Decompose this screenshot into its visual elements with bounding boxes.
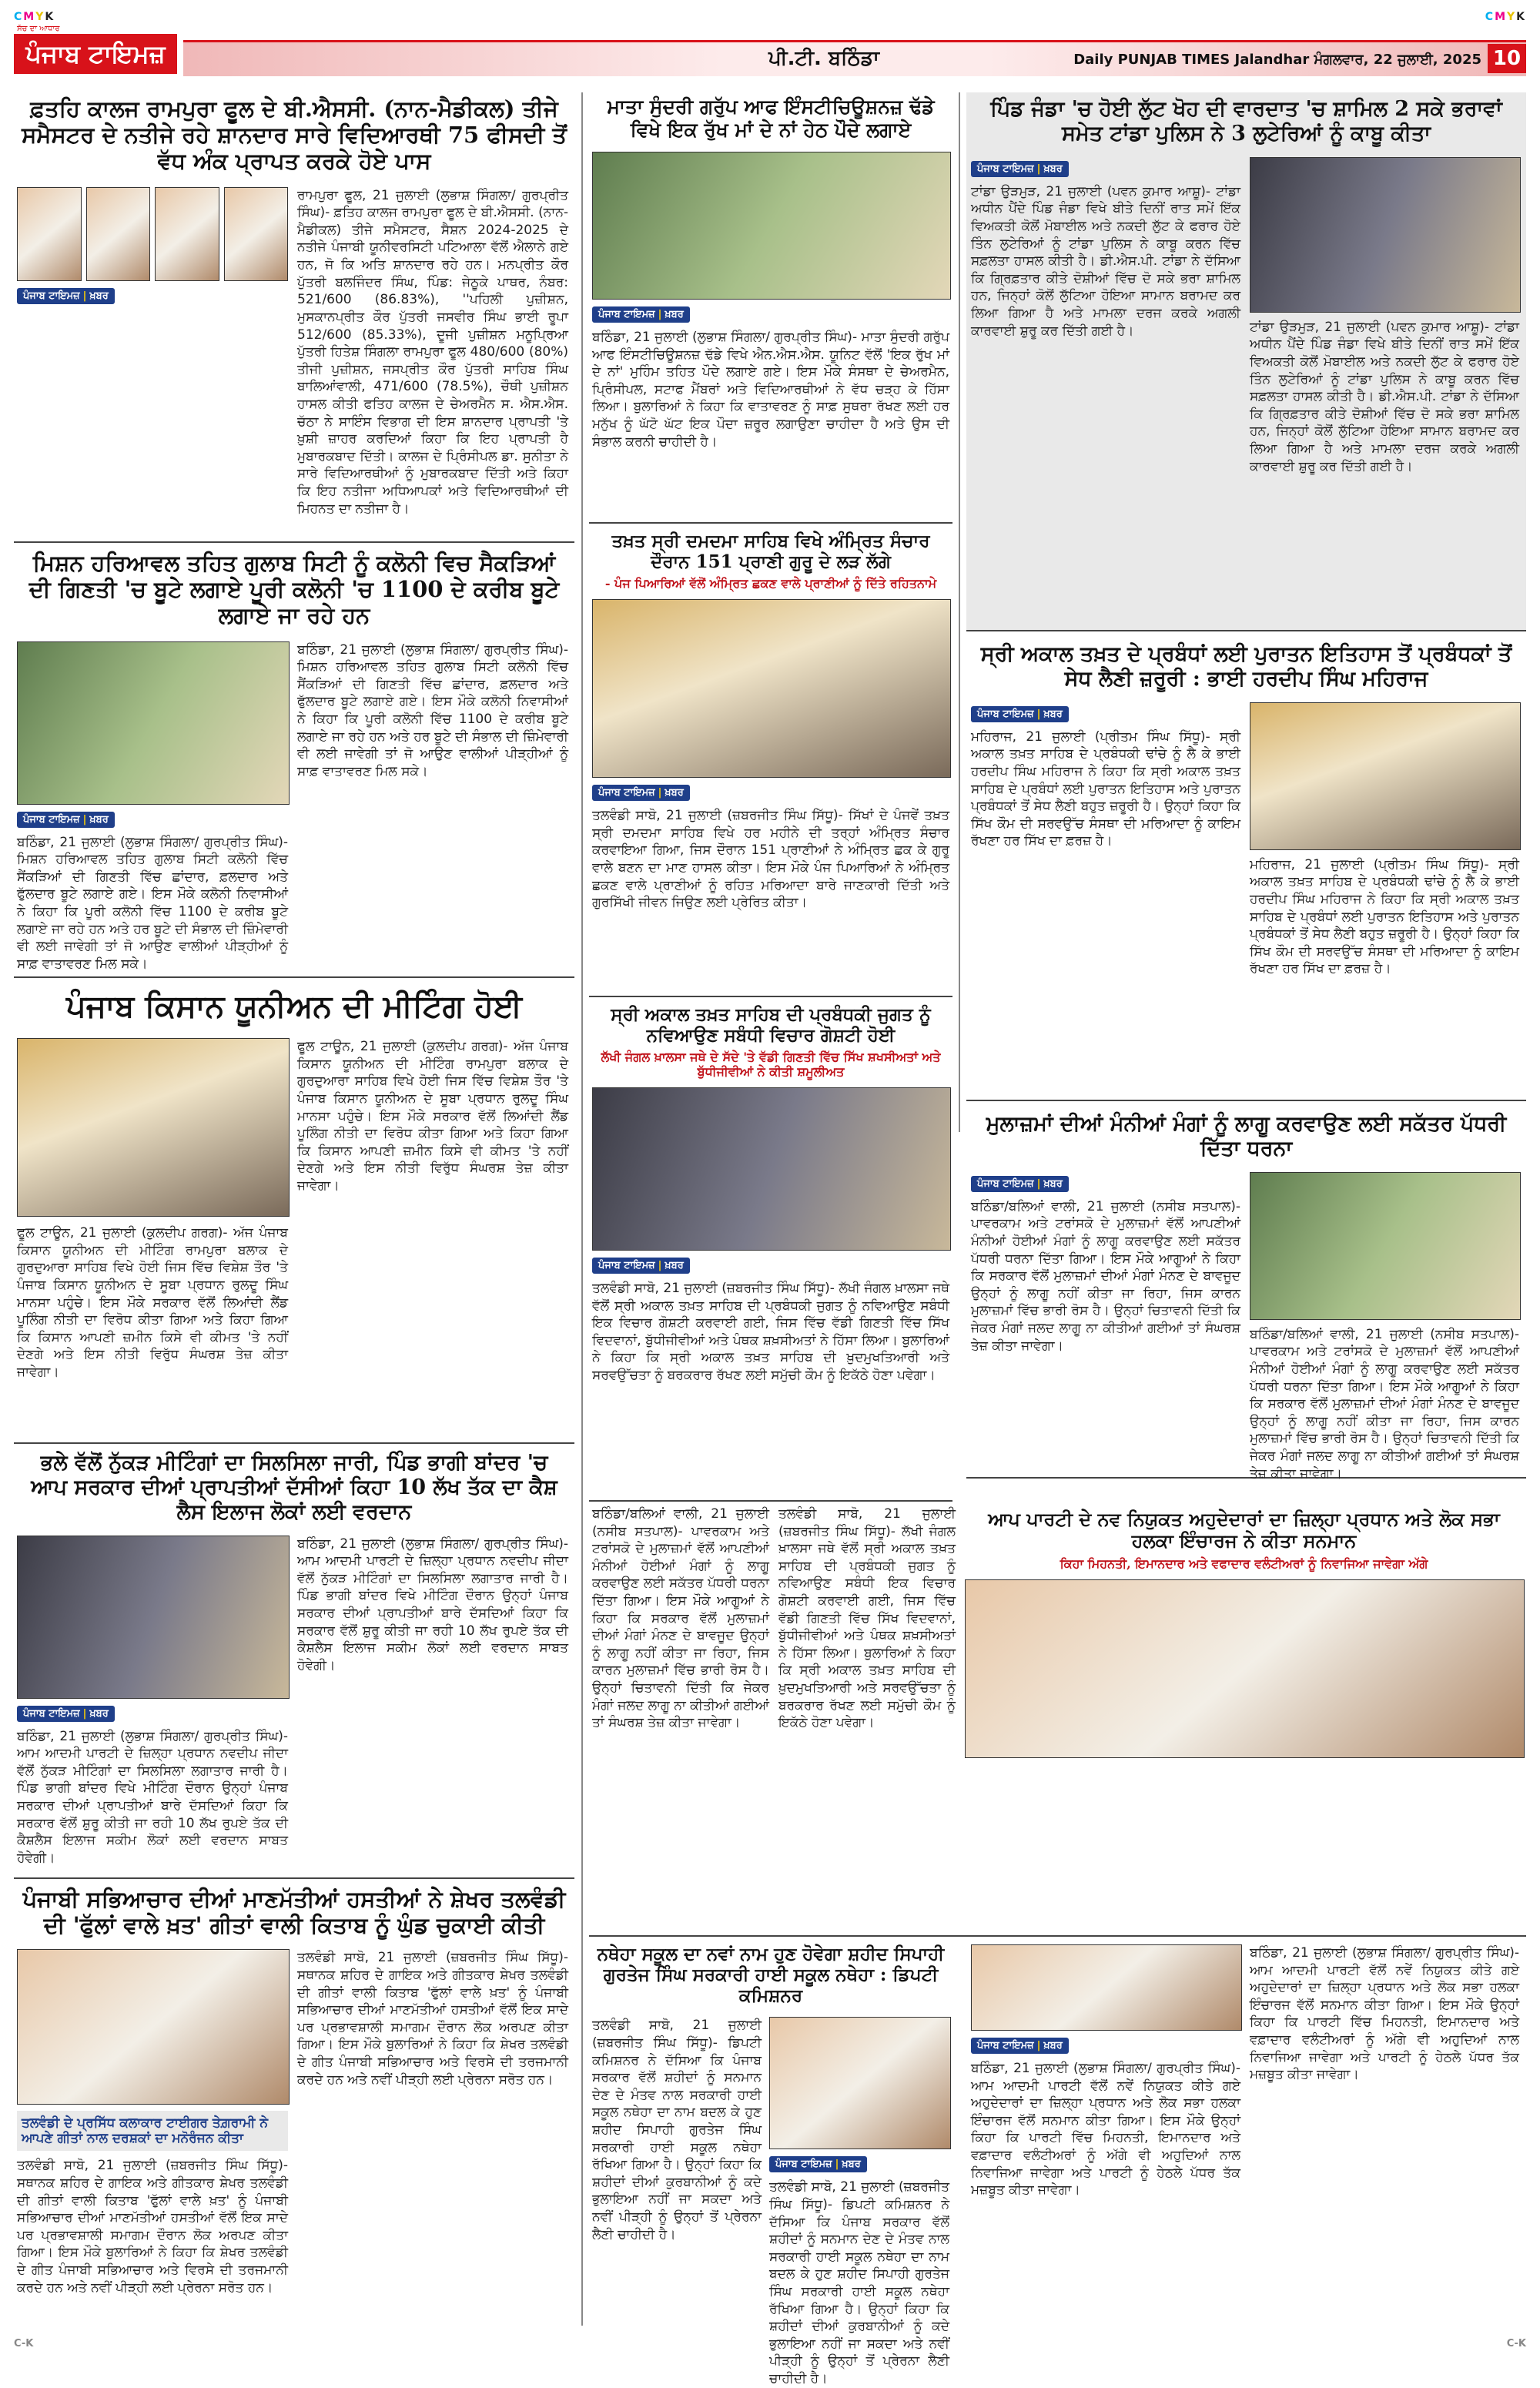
byline-tag: ਪੰਜਾਬ ਟਾਇਮਜ਼ | ਖ਼ਬਰ	[592, 1258, 690, 1274]
deputy-commissioner-photo	[769, 2017, 951, 2149]
story-headline: ਮਾਤਾ ਸੁੰਦਰੀ ਗਰੁੱਪ ਆਫ ਇੰਸਟੀਚਿਊਸ਼ਨਜ਼ ਢੱਡੇ ਵਿਖੇ ਇਕ ਰੁੱਖ ਮਾਂ ਦੇ ਨਾਂ ਹੇਠ ਪੌਦੇ ਲਗਾਏ	[607, 95, 935, 141]
story-headline: ਭਲੇ ਵੱਲੋਂ ਨੁੱਕੜ ਮੀਟਿੰਗਾਂ ਦਾ ਸਿਲਸਿਲਾ ਜਾਰੀ, ਪਿੰਡ ਭਾਗੀ ਬਾਂਦਰ 'ਚ ਆਪ ਸਰਕਾਰ ਦੀਆਂ ਪ੍ਰਾਪਤੀਆਂ ਦੱਸੀਆਂ ਕਿਹਾ 10 ਲੱਖ ਤੱਕ ਦਾ ਕੈਸ਼ ਲੈਸ ਇਲਾਜ ਲੋਕਾਂ ਲਈ ਵਰਦਾਨ	[31, 1451, 557, 1524]
byline-tag: ਪੰਜਾਬ ਟਾਇਮਜ਼ | ਖ਼ਬਰ	[592, 785, 690, 801]
story-body: ਮਹਿਰਾਜ, 21 ਜੁਲਾਈ (ਪ੍ਰੀਤਮ ਸਿੰਘ ਸਿੱਧੂ)- ਸ੍ਰੀ ਅਕਾਲ ਤਖ਼ਤ ਸਾਹਿਬ ਦੇ ਪ੍ਰਬੰਧਕੀ ਢਾਂਚੇ ਨੂੰ ਲੈ ਕੇ ਭਾਈ ਹਰਦੀਪ ਸਿੰਘ ਮਹਿਰਾਜ ਨੇ ਕਿਹਾ ਕਿ ਸ੍ਰੀ ਅਕਾਲ ਤਖ਼ਤ ਸਾਹਿਬ ਦੇ ਪ੍ਰਬੰਧਾਂ ਲਈ ਪੁਰਾਤਨ ਇਤਿਹਾਸ ਅਤੇ ਪੁਰਾਤਨ ਪ੍ਰਬੰਧਕਾਂ ਤੋਂ ਸੇਧ ਲੈਣੀ ਬਹੁਤ ਜ਼ਰੂਰੀ ਹੈ। ਉਨ੍ਹਾਂ ਕਿਹਾ ਕਿ ਸਿੱਖ ਕੌਮ ਦੀ ਸਰਵਉੱਚ ਸੰਸਥਾ ਦੀ ਮਰਿਆਦਾ ਨੂੰ ਕਾਇਮ ਰੱਖਣਾ ਹਰ ਸਿੱਖ ਦਾ ਫ਼ਰਜ਼ ਹੈ।	[971, 728, 1240, 849]
story-subheadline: ਕਿਹਾ ਮਿਹਨਤੀ, ਇਮਾਨਦਾਰ ਅਤੇ ਵਫਾਦਾਰ ਵਲੰਟੀਅਰਾਂ ਨੂੰ ਨਿਵਾਜਿਆ ਜਾਵੇਗਾ ਅੱਗੇ	[1060, 1556, 1428, 1571]
story-photo	[17, 1536, 290, 1699]
story-photo	[17, 1038, 290, 1217]
print-mark-bottom-left: C-K	[14, 2338, 34, 2349]
masthead-tagline: ਸੱਚ ਦਾ ਆਧਾਰ	[17, 25, 60, 33]
print-mark-top-left: CMYK	[14, 11, 55, 23]
story-body: ਬਠਿੰਡਾ, 21 ਜੁਲਾਈ (ਲੁਭਾਸ਼ ਸਿੰਗਲਾ/ ਗੁਰਪ੍ਰੀਤ ਸਿੰਘ)- ਮਿਸ਼ਨ ਹਰਿਆਵਲ ਤਹਿਤ ਗੁਲਾਬ ਸਿਟੀ ਕਲੋਨੀ ਵਿੱਚ ਸੈਂਕੜਿਆਂ ਦੀ ਗਿਣਤੀ ਵਿੱਚ ਛਾਂਦਾਰ, ਫ਼ਲਦਾਰ ਅਤੇ ਫੁੱਲਦਾਰ ਬੂਟੇ ਲਗਾਏ ਗਏ। ਇਸ ਮੌਕੇ ਕਲੋਨੀ ਨਿਵਾਸੀਆਂ ਨੇ ਕਿਹਾ ਕਿ ਪੂਰੀ ਕਲੋਨੀ ਵਿੱਚ 1100 ਦੇ ਕਰੀਬ ਬੂਟੇ ਲਗਾਏ ਜਾ ਰਹੇ ਹਨ ਅਤੇ ਹਰ ਬੂਟੇ ਦੀ ਸੰਭਾਲ ਦੀ ਜ਼ਿੰਮੇਵਾਰੀ ਵੀ ਲਈ ਜਾਵੇਗੀ ਤਾਂ ਜੋ ਆਉਣ ਵਾਲੀਆਂ ਪੀੜ੍ਹੀਆਂ ਨੂੰ ਸਾਫ਼ ਵਾਤਾਵਰਣ ਮਿਲ ਸਕੇ।	[17, 834, 288, 972]
byline-tag: ਪੰਜਾਬ ਟਾਇਮਜ਼ | ਖ਼ਬਰ	[971, 161, 1069, 177]
story-body-continued: ਬਠਿੰਡਾ, 21 ਜੁਲਾਈ (ਲੁਭਾਸ਼ ਸਿੰਗਲਾ/ ਗੁਰਪ੍ਰੀਤ ਸਿੰਘ)- ਮਿਸ਼ਨ ਹਰਿਆਵਲ ਤਹਿਤ ਗੁਲਾਬ ਸਿਟੀ ਕਲੋਨੀ ਵਿੱਚ ਸੈਂਕੜਿਆਂ ਦੀ ਗਿਣਤੀ ਵਿੱਚ ਛਾਂਦਾਰ, ਫ਼ਲਦਾਰ ਅਤੇ ਫੁੱਲਦਾਰ ਬੂਟੇ ਲਗਾਏ ਗਏ। ਇਸ ਮੌਕੇ ਕਲੋਨੀ ਨਿਵਾਸੀਆਂ ਨੇ ਕਿਹਾ ਕਿ ਪੂਰੀ ਕਲੋਨੀ ਵਿੱਚ 1100 ਦੇ ਕਰੀਬ ਬੂਟੇ ਲਗਾਏ ਜਾ ਰਹੇ ਹਨ ਅਤੇ ਹਰ ਬੂਟੇ ਦੀ ਸੰਭਾਲ ਦੀ ਜ਼ਿੰਮੇਵਾਰੀ ਵੀ ਲਈ ਜਾਵੇਗੀ ਤਾਂ ਜੋ ਆਉਣ ਵਾਲੀਆਂ ਪੀੜ੍ਹੀਆਂ ਨੂੰ ਸਾਫ਼ ਵਾਤਾਵਰਣ ਮਿਲ ਸਕੇ।	[297, 641, 568, 779]
news-story	[966, 639, 1526, 1101]
news-story	[14, 1448, 574, 1879]
student-photo	[224, 187, 289, 281]
story-photo	[592, 599, 951, 778]
story-body-continued: ਤਲਵੰਡੀ ਸਾਬੋ, 21 ਜੁਲਾਈ (ਜ਼ਬਰਜੀਤ ਸਿੰਘ ਸਿੱਧੂ)- ਡਿਪਟੀ ਕਮਿਸ਼ਨਰ ਨੇ ਦੱਸਿਆ ਕਿ ਪੰਜਾਬ ਸਰਕਾਰ ਵੱਲੋਂ ਸ਼ਹੀਦਾਂ ਨੂੰ ਸਨਮਾਨ ਦੇਣ ਦੇ ਮੰਤਵ ਨਾਲ ਸਰਕਾਰੀ ਹਾਈ ਸਕੂਲ ਨਥੇਹਾ ਦਾ ਨਾਮ ਬਦਲ ਕੇ ਹੁਣ ਸ਼ਹੀਦ ਸਿਪਾਹੀ ਗੁਰਤੇਜ ਸਿੰਘ ਸਰਕਾਰੀ ਹਾਈ ਸਕੂਲ ਨਥੇਹਾ ਰੱਖਿਆ ਗਿਆ ਹੈ। ਉਨ੍ਹਾਂ ਕਿਹਾ ਕਿ ਸ਼ਹੀਦਾਂ ਦੀਆਂ ਕੁਰਬਾਨੀਆਂ ਨੂੰ ਕਦੇ ਭੁਲਾਇਆ ਨਹੀਂ ਜਾ ਸਕਦਾ ਅਤੇ ਨਵੀਂ ਪੀੜ੍ਹੀ ਨੂੰ ਉਨ੍ਹਾਂ ਤੋਂ ਪ੍ਰੇਰਨਾ ਲੈਣੀ ਚਾਹੀਦੀ ਹੈ।	[769, 2179, 949, 2387]
print-mark-top-right: CMYK	[1485, 11, 1526, 23]
masthead	[14, 25, 1526, 74]
column-rule	[959, 92, 960, 1132]
story-photo	[592, 1087, 951, 1251]
student-photo	[17, 187, 82, 281]
story-body: ਤਲਵੰਡੀ ਸਾਬੋ, 21 ਜੁਲਾਈ (ਜ਼ਬਰਜੀਤ ਸਿੰਘ ਸਿੱਧੂ)- ਸਥਾਨਕ ਸ਼ਹਿਰ ਦੇ ਗਾਇਕ ਅਤੇ ਗੀਤਕਾਰ ਸ਼ੇਖਰ ਤਲਵੰਡੀ ਦੀ ਗੀਤਾਂ ਵਾਲੀ ਕਿਤਾਬ 'ਫੁੱਲਾਂ ਵਾਲੇ ਖ਼ਤ' ਨੂੰ ਪੰਜਾਬੀ ਸਭਿਆਚਾਰ ਦੀਆਂ ਮਾਣਮੱਤੀਆਂ ਹਸਤੀਆਂ ਵੱਲੋਂ ਇਕ ਸਾਦੇ ਪਰ ਪ੍ਰਭਾਵਸ਼ਾਲੀ ਸਮਾਗਮ ਦੌਰਾਨ ਲੋਕ ਅਰਪਣ ਕੀਤਾ ਗਿਆ। ਇਸ ਮੌਕੇ ਬੁਲਾਰਿਆਂ ਨੇ ਕਿਹਾ ਕਿ ਸ਼ੇਖਰ ਤਲਵੰਡੀ ਦੇ ਗੀਤ ਪੰਜਾਬੀ ਸਭਿਆਚਾਰ ਅਤੇ ਵਿਰਸੇ ਦੀ ਤਰਜਮਾਨੀ ਕਰਦੇ ਹਨ ਅਤੇ ਨਵੀਂ ਪੀੜ੍ਹੀ ਲਈ ਪ੍ਰੇਰਨਾ ਸਰੋਤ ਹਨ।	[17, 2158, 288, 2296]
story-subheadline: ਲੱਖੀ ਜੰਗਲ ਖ਼ਾਲਸਾ ਜਥੇ ਦੇ ਸੱਦੇ 'ਤੇ ਵੱਡੀ ਗਿਣਤੀ ਵਿੱਚ ਸਿੱਖ ਸ਼ਖਸੀਅਤਾਂ ਅਤੇ ਬੁੱਧੀਜੀਵੀਆਂ ਨੇ ਕੀਤੀ ਸ਼ਮੂਲੀਅਤ	[601, 1050, 941, 1080]
paper-date: Daily PUNJAB TIMES Jalandhar ਮੰਗਲਵਾਰ, 22 ਜੁਲਾਈ, 2025	[1073, 52, 1481, 68]
story-headline: ਤਖ਼ਤ ਸ੍ਰੀ ਦਮਦਮਾ ਸਾਹਿਬ ਵਿਖੇ ਅੰਮ੍ਰਿਤ ਸੰਚਾਰ ਦੌਰਾਨ 151 ਪ੍ਰਾਣੀ ਗੁਰੂ ਦੇ ਲੜ ਲੱਗੇ	[611, 531, 930, 573]
news-story	[589, 528, 952, 997]
story-headline: ਫ਼ਤਹਿ ਕਾਲਜ ਰਾਮਪੁਰਾ ਫੂਲ ਦੇ ਬੀ.ਐਸਸੀ. (ਨਾਨ-ਮੈਡੀਕਲ) ਤੀਜੇ ਸਮੈਸਟਰ ਦੇ ਨਤੀਜੇ ਰਹੇ ਸ਼ਾਨਦਾਰ ਸਾਰੇ ਵਿਦਿਆਰਥੀ 75 ਫੀਸਦੀ ਤੋਂ ਵੱਧ ਅੰਕ ਪ੍ਰਾਪਤ ਕਰਕੇ ਹੋਏ ਪਾਸ	[22, 95, 567, 175]
story-photo	[971, 1944, 1242, 2031]
story-body-continued: ਬਠਿੰਡਾ, 21 ਜੁਲਾਈ (ਲੁਭਾਸ਼ ਸਿੰਗਲਾ/ ਗੁਰਪ੍ਰੀਤ ਸਿੰਘ)- ਆਮ ਆਦਮੀ ਪਾਰਟੀ ਦੇ ਜ਼ਿਲ੍ਹਾ ਪ੍ਰਧਾਨ ਨਵਦੀਪ ਜੀਦਾ ਵੱਲੋਂ ਨੁੱਕੜ ਮੀਟਿੰਗਾਂ ਦਾ ਸਿਲਸਿਲਾ ਲਗਾਤਾਰ ਜਾਰੀ ਹੈ। ਪਿੰਡ ਭਾਗੀ ਬਾਂਦਰ ਵਿਖੇ ਮੀਟਿੰਗ ਦੌਰਾਨ ਉਨ੍ਹਾਂ ਪੰਜਾਬ ਸਰਕਾਰ ਦੀਆਂ ਪ੍ਰਾਪਤੀਆਂ ਬਾਰੇ ਦੱਸਦਿਆਂ ਕਿਹਾ ਕਿ ਸਰਕਾਰ ਵੱਲੋਂ ਸ਼ੁਰੂ ਕੀਤੀ ਜਾ ਰਹੀ 10 ਲੱਖ ਰੁਪਏ ਤੱਕ ਦੀ ਕੈਸ਼ਲੈਸ ਇਲਾਜ ਸਕੀਮ ਲੋਕਾਂ ਲਈ ਵਰਦਾਨ ਸਾਬਤ ਹੋਵੇਗੀ।	[297, 1536, 568, 1673]
story-photo	[592, 152, 951, 300]
byline-tag: ਪੰਜਾਬ ਟਾਇਮਜ਼ | ਖ਼ਬਰ	[17, 812, 115, 828]
story-body-continued: ਫੂਲ ਟਾਊਨ, 21 ਜੁਲਾਈ (ਕੁਲਦੀਪ ਗਰਗ)- ਅੱਜ ਪੰਜਾਬ ਕਿਸਾਨ ਯੂਨੀਅਨ ਦੀ ਮੀਟਿੰਗ ਰਾਮਪੁਰਾ ਬਲਾਕ ਦੇ ਗੁਰਦੁਆਰਾ ਸਾਹਿਬ ਵਿਖੇ ਹੋਈ ਜਿਸ ਵਿੱਚ ਵਿਸ਼ੇਸ਼ ਤੌਰ 'ਤੇ ਪੰਜਾਬ ਕਿਸਾਨ ਯੂਨੀਅਨ ਦੇ ਸੂਬਾ ਪ੍ਰਧਾਨ ਰੁਲਦੂ ਸਿੰਘ ਮਾਨਸਾ ਪਹੁੰਚੇ। ਇਸ ਮੌਕੇ ਸਰਕਾਰ ਵੱਲੋਂ ਲਿਆਂਦੀ ਲੈਂਡ ਪੂਲਿੰਗ ਨੀਤੀ ਦਾ ਵਿਰੋਧ ਕੀਤਾ ਗਿਆ ਅਤੇ ਕਿਹਾ ਗਿਆ ਕਿ ਕਿਸਾਨ ਆਪਣੀ ਜ਼ਮੀਨ ਕਿਸੇ ਵੀ ਕੀਮਤ 'ਤੇ ਨਹੀਂ ਦੇਣਗੇ ਅਤੇ ਇਸ ਨੀਤੀ ਵਿਰੁੱਧ ਸੰਘਰਸ਼ ਤੇਜ਼ ਕੀਤਾ ਜਾਵੇਗਾ।	[297, 1039, 568, 1194]
news-story	[965, 1505, 1523, 1921]
story-headline: ਸ੍ਰੀ ਅਕਾਲ ਤਖ਼ਤ ਸਾਹਿਬ ਦੀ ਪ੍ਰਬੰਧਕੀ ਜੁਗਤ ਨੂੰ ਨਵਿਆਉਣ ਸਬੰਧੀ ਵਿਚਾਰ ਗੋਸ਼ਟੀ ਹੋਈ	[611, 1004, 931, 1047]
story-body: ਬਠਿੰਡਾ, 21 ਜੁਲਾਈ (ਲੁਭਾਸ਼ ਸਿੰਗਲਾ/ ਗੁਰਪ੍ਰੀਤ ਸਿੰਘ)- ਆਮ ਆਦਮੀ ਪਾਰਟੀ ਵੱਲੋਂ ਨਵੇਂ ਨਿਯੁਕਤ ਕੀਤੇ ਗਏ ਅਹੁਦੇਦਾਰਾਂ ਦਾ ਜ਼ਿਲ੍ਹਾ ਪ੍ਰਧਾਨ ਅਤੇ ਲੋਕ ਸਭਾ ਹਲਕਾ ਇੰਚਾਰਜ ਵੱਲੋਂ ਸਨਮਾਨ ਕੀਤਾ ਗਿਆ। ਇਸ ਮੌਕੇ ਉਨ੍ਹਾਂ ਕਿਹਾ ਕਿ ਪਾਰਟੀ ਵਿੱਚ ਮਿਹਨਤੀ, ਇਮਾਨਦਾਰ ਅਤੇ ਵਫ਼ਾਦਾਰ ਵਲੰਟੀਅਰਾਂ ਨੂੰ ਅੱਗੇ ਵੀ ਅਹੁਦਿਆਂ ਨਾਲ ਨਿਵਾਜਿਆ ਜਾਵੇਗਾ ਅਤੇ ਪਾਰਟੀ ਨੂੰ ਹੇਠਲੇ ਪੱਧਰ ਤੱਕ ਮਜ਼ਬੂਤ ਕੀਤਾ ਜਾਵੇਗਾ।	[971, 2061, 1240, 2199]
story-body: ਤਲਵੰਡੀ ਸਾਬੋ, 21 ਜੁਲਾਈ (ਜ਼ਬਰਜੀਤ ਸਿੰਘ ਸਿੱਧੂ)- ਡਿਪਟੀ ਕਮਿਸ਼ਨਰ ਨੇ ਦੱਸਿਆ ਕਿ ਪੰਜਾਬ ਸਰਕਾਰ ਵੱਲੋਂ ਸ਼ਹੀਦਾਂ ਨੂੰ ਸਨਮਾਨ ਦੇਣ ਦੇ ਮੰਤਵ ਨਾਲ ਸਰਕਾਰੀ ਹਾਈ ਸਕੂਲ ਨਥੇਹਾ ਦਾ ਨਾਮ ਬਦਲ ਕੇ ਹੁਣ ਸ਼ਹੀਦ ਸਿਪਾਹੀ ਗੁਰਤੇਜ ਸਿੰਘ ਸਰਕਾਰੀ ਹਾਈ ਸਕੂਲ ਨਥੇਹਾ ਰੱਖਿਆ ਗਿਆ ਹੈ। ਉਨ੍ਹਾਂ ਕਿਹਾ ਕਿ ਸ਼ਹੀਦਾਂ ਦੀਆਂ ਕੁਰਬਾਨੀਆਂ ਨੂੰ ਕਦੇ ਭੁਲਾਇਆ ਨਹੀਂ ਜਾ ਸਕਦਾ ਅਤੇ ਨਵੀਂ ਪੀੜ੍ਹੀ ਨੂੰ ਉਨ੍ਹਾਂ ਤੋਂ ਪ੍ਰੇਰਨਾ ਲੈਣੀ ਚਾਹੀਦੀ ਹੈ।	[592, 2018, 762, 2242]
student-photo	[86, 187, 151, 281]
story-headline: ਮਿਸ਼ਨ ਹਰਿਆਵਲ ਤਹਿਤ ਗੁਲਾਬ ਸਿਟੀ ਨੂੰ ਕਲੋਨੀ ਵਿਚ ਸੈਕੜਿਆਂ ਦੀ ਗਿਣਤੀ 'ਚ ਬੂਟੇ ਲਗਾਏ ਪੂਰੀ ਕਲੋਨੀ 'ਚ 1100 ਦੇ ਕਰੀਬ ਬੂਟੇ ਲਗਾਏ ਜਾ ਰਹੇ ਹਨ	[28, 550, 560, 629]
story-body: ਟਾਂਡਾ ਉੜਮੁੜ, 21 ਜੁਲਾਈ (ਪਵਨ ਕੁਮਾਰ ਆਸ਼ੂ)- ਟਾਂਡਾ ਅਧੀਨ ਪੈਂਦੇ ਪਿੰਡ ਜੰਡਾ ਵਿਖੇ ਬੀਤੇ ਦਿਨੀਂ ਰਾਤ ਸਮੇਂ ਇੱਕ ਵਿਅਕਤੀ ਕੋਲੋਂ ਮੋਬਾਈਲ ਅਤੇ ਨਕਦੀ ਲੁੱਟ ਕੇ ਫਰਾਰ ਹੋਏ ਤਿੰਨ ਲੁਟੇਰਿਆਂ ਨੂੰ ਟਾਂਡਾ ਪੁਲਿਸ ਨੇ ਕਾਬੂ ਕਰਨ ਵਿੱਚ ਸਫ਼ਲਤਾ ਹਾਸਲ ਕੀਤੀ ਹੈ। ਡੀ.ਐਸ.ਪੀ. ਟਾਂਡਾ ਨੇ ਦੱਸਿਆ ਕਿ ਗ੍ਰਿਫ਼ਤਾਰ ਕੀਤੇ ਦੋਸ਼ੀਆਂ ਵਿੱਚ ਦੋ ਸਕੇ ਭਰਾ ਸ਼ਾਮਿਲ ਹਨ, ਜਿਨ੍ਹਾਂ ਕੋਲੋਂ ਲੁੱਟਿਆ ਹੋਇਆ ਸਾਮਾਨ ਬਰਾਮਦ ਕਰ ਲਿਆ ਗਿਆ ਹੈ ਅਤੇ ਮਾਮਲਾ ਦਰਜ ਕਰਕੇ ਅਗਲੀ ਕਾਰਵਾਈ ਸ਼ੁਰੂ ਕਰ ਦਿੱਤੀ ਗਈ ਹੈ।	[971, 183, 1240, 339]
page-number: 10	[1488, 44, 1526, 73]
story-headline: ਆਪ ਪਾਰਟੀ ਦੇ ਨਵ ਨਿਯੁਕਤ ਅਹੁਦੇਦਾਰਾਂ ਦਾ ਜ਼ਿਲ੍ਹਾ ਪ੍ਰਧਾਨ ਅਤੇ ਲੋਕ ਸਭਾ ਹਲਕਾ ਇੰਚਾਰਜ ਨੇ ਕੀਤਾ ਸਨਮਾਨ	[988, 1508, 1500, 1552]
news-story-body	[966, 1944, 1526, 2333]
news-story	[589, 1001, 952, 1502]
story-headline: ਮੁਲਾਜ਼ਮਾਂ ਦੀਆਂ ਮੰਨੀਆਂ ਮੰਗਾਂ ਨੂੰ ਲਾਗੂ ਕਰਵਾਉਣ ਲਈ ਸਕੱਤਰ ਪੱਧਰੀ ਦਿੱਤਾ ਧਰਨਾ	[986, 1112, 1507, 1161]
story-photo	[17, 1949, 290, 2105]
story-body-continued: ਬਠਿੰਡਾ/ਬਲਿਆਂ ਵਾਲੀ, 21 ਜੁਲਾਈ (ਨਸੀਬ ਸਤਪਾਲ)- ਪਾਵਰਕਾਮ ਅਤੇ ਟਰਾਂਸਕੋ ਦੇ ਮੁਲਾਜ਼ਮਾਂ ਵੱਲੋਂ ਆਪਣੀਆਂ ਮੰਨੀਆਂ ਹੋਈਆਂ ਮੰਗਾਂ ਨੂੰ ਲਾਗੂ ਕਰਵਾਉਣ ਲਈ ਸਕੱਤਰ ਪੱਧਰੀ ਧਰਨਾ ਦਿੱਤਾ ਗਿਆ। ਇਸ ਮੌਕੇ ਆਗੂਆਂ ਨੇ ਕਿਹਾ ਕਿ ਸਰਕਾਰ ਵੱਲੋਂ ਮੁਲਾਜ਼ਮਾਂ ਦੀਆਂ ਮੰਗਾਂ ਮੰਨਣ ਦੇ ਬਾਵਜੂਦ ਉਨ੍ਹਾਂ ਨੂੰ ਲਾਗੂ ਨਹੀਂ ਕੀਤਾ ਜਾ ਰਿਹਾ, ਜਿਸ ਕਾਰਨ ਮੁਲਾਜ਼ਮਾਂ ਵਿੱਚ ਭਾਰੀ ਰੋਸ ਹੈ। ਉਨ੍ਹਾਂ ਚਿਤਾਵਨੀ ਦਿੱਤੀ ਕਿ ਜੇਕਰ ਮੰਗਾਂ ਜਲਦ ਲਾਗੂ ਨਾ ਕੀਤੀਆਂ ਗਈਆਂ ਤਾਂ ਸੰਘਰਸ਼ ਤੇਜ਼ ਕੀਤਾ ਜਾਵੇਗਾ।	[1250, 1326, 1519, 1482]
byline-tag: ਪੰਜਾਬ ਟਾਇਮਜ਼ | ਖ਼ਬਰ	[592, 306, 690, 323]
story-body: ਤਲਵੰਡੀ ਸਾਬੋ, 21 ਜੁਲਾਈ (ਜ਼ਬਰਜੀਤ ਸਿੰਘ ਸਿੱਧੂ)- ਲੱਖੀ ਜੰਗਲ ਖ਼ਾਲਸਾ ਜਥੇ ਵੱਲੋਂ ਸ੍ਰੀ ਅਕਾਲ ਤਖ਼ਤ ਸਾਹਿਬ ਦੀ ਪ੍ਰਬੰਧਕੀ ਜੁਗਤ ਨੂੰ ਨਵਿਆਉਣ ਸਬੰਧੀ ਇਕ ਵਿਚਾਰ ਗੋਸ਼ਟੀ ਕਰਵਾਈ ਗਈ, ਜਿਸ ਵਿੱਚ ਵੱਡੀ ਗਿਣਤੀ ਵਿੱਚ ਸਿੱਖ ਵਿਦਵਾਨਾਂ, ਬੁੱਧੀਜੀਵੀਆਂ ਅਤੇ ਪੰਥਕ ਸ਼ਖ਼ਸੀਅਤਾਂ ਨੇ ਹਿੱਸਾ ਲਿਆ। ਬੁਲਾਰਿਆਂ ਨੇ ਕਿਹਾ ਕਿ ਸ੍ਰੀ ਅਕਾਲ ਤਖ਼ਤ ਸਾਹਿਬ ਦੀ ਖ਼ੁਦਮੁਖਤਿਆਰੀ ਅਤੇ ਸਰਵਉੱਚਤਾ ਨੂੰ ਬਰਕਰਾਰ ਰੱਖਣ ਲਈ ਸਮੁੱਚੀ ਕੌਮ ਨੂੰ ਇਕੱਠੇ ਹੋਣਾ ਪਵੇਗਾ।	[592, 1281, 949, 1384]
story-headline: ਪੰਜਾਬ ਕਿਸਾਨ ਯੂਨੀਅਨ ਦੀ ਮੀਟਿੰਗ ਹੋਈ	[66, 988, 522, 1024]
edition-name: ਪੀ.ਟੀ. ਬਠਿੰਡਾ	[768, 47, 879, 70]
news-story-continued	[589, 1505, 1526, 1937]
byline-tag: ਪੰਜਾਬ ਟਾਇਮਜ਼ | ਖ਼ਬਰ	[769, 2156, 867, 2172]
byline-tag: ਪੰਜਾਬ ਟਾਇਮਜ਼ | ਖ਼ਬਰ	[971, 2038, 1069, 2054]
byline-tag: ਪੰਜਾਬ ਟਾਇਮਜ਼ | ਖ਼ਬਰ	[17, 288, 115, 304]
byline-tag: ਪੰਜਾਬ ਟਾਇਮਜ਼ | ਖ਼ਬਰ	[971, 1176, 1069, 1192]
story-body: ਫੂਲ ਟਾਊਨ, 21 ਜੁਲਾਈ (ਕੁਲਦੀਪ ਗਰਗ)- ਅੱਜ ਪੰਜਾਬ ਕਿਸਾਨ ਯੂਨੀਅਨ ਦੀ ਮੀਟਿੰਗ ਰਾਮਪੁਰਾ ਬਲਾਕ ਦੇ ਗੁਰਦੁਆਰਾ ਸਾਹਿਬ ਵਿਖੇ ਹੋਈ ਜਿਸ ਵਿੱਚ ਵਿਸ਼ੇਸ਼ ਤੌਰ 'ਤੇ ਪੰਜਾਬ ਕਿਸਾਨ ਯੂਨੀਅਨ ਦੇ ਸੂਬਾ ਪ੍ਰਧਾਨ ਰੁਲਦੂ ਸਿੰਘ ਮਾਨਸਾ ਪਹੁੰਚੇ। ਇਸ ਮੌਕੇ ਸਰਕਾਰ ਵੱਲੋਂ ਲਿਆਂਦੀ ਲੈਂਡ ਪੂਲਿੰਗ ਨੀਤੀ ਦਾ ਵਿਰੋਧ ਕੀਤਾ ਗਿਆ ਅਤੇ ਕਿਹਾ ਗਿਆ ਕਿ ਕਿਸਾਨ ਆਪਣੀ ਜ਼ਮੀਨ ਕਿਸੇ ਵੀ ਕੀਮਤ 'ਤੇ ਨਹੀਂ ਦੇਣਗੇ ਅਤੇ ਇਸ ਨੀਤੀ ਵਿਰੁੱਧ ਸੰਘਰਸ਼ ਤੇਜ਼ ਕੀਤਾ ਜਾਵੇਗਾ।	[17, 1225, 288, 1381]
story-body-continued: ਬਠਿੰਡਾ/ਬਲਿਆਂ ਵਾਲੀ, 21 ਜੁਲਾਈ (ਨਸੀਬ ਸਤਪਾਲ)- ਪਾਵਰਕਾਮ ਅਤੇ ਟਰਾਂਸਕੋ ਦੇ ਮੁਲਾਜ਼ਮਾਂ ਵੱਲੋਂ ਆਪਣੀਆਂ ਮੰਨੀਆਂ ਹੋਈਆਂ ਮੰਗਾਂ ਨੂੰ ਲਾਗੂ ਕਰਵਾਉਣ ਲਈ ਸਕੱਤਰ ਪੱਧਰੀ ਧਰਨਾ ਦਿੱਤਾ ਗਿਆ। ਇਸ ਮੌਕੇ ਆਗੂਆਂ ਨੇ ਕਿਹਾ ਕਿ ਸਰਕਾਰ ਵੱਲੋਂ ਮੁਲਾਜ਼ਮਾਂ ਦੀਆਂ ਮੰਗਾਂ ਮੰਨਣ ਦੇ ਬਾਵਜੂਦ ਉਨ੍ਹਾਂ ਨੂੰ ਲਾਗੂ ਨਹੀਂ ਕੀਤਾ ਜਾ ਰਿਹਾ, ਜਿਸ ਕਾਰਨ ਮੁਲਾਜ਼ਮਾਂ ਵਿੱਚ ਭਾਰੀ ਰੋਸ ਹੈ। ਉਨ੍ਹਾਂ ਚਿਤਾਵਨੀ ਦਿੱਤੀ ਕਿ ਜੇਕਰ ਮੰਗਾਂ ਜਲਦ ਲਾਗੂ ਨਾ ਕੀਤੀਆਂ ਗਈਆਂ ਤਾਂ ਸੰਘਰਸ਼ ਤੇਜ਼ ਕੀਤਾ ਜਾਵੇਗਾ।	[592, 1506, 769, 1731]
story-headline: ਸ੍ਰੀ ਅਕਾਲ ਤਖ਼ਤ ਦੇ ਪ੍ਰਬੰਧਾਂ ਲਈ ਪੁਰਾਤਨ ਇਤਿਹਾਸ ਤੋਂ ਪ੍ਰਬੰਧਕਾਂ ਤੋਂ ਸੇਧ ਲੈਣੀ ਜ਼ਰੂਰੀ : ਭਾਈ ਹਰਦੀਪ ਸਿੰਘ ਮਹਿਰਾਜ	[980, 642, 1512, 691]
news-story	[14, 92, 574, 543]
paper-logo: ਪੰਜਾਬ ਟਾਇਮਜ਼	[14, 34, 177, 74]
story-body: ਬਠਿੰਡਾ, 21 ਜੁਲਾਈ (ਲੁਭਾਸ਼ ਸਿੰਗਲਾ/ ਗੁਰਪ੍ਰੀਤ ਸਿੰਘ)- ਆਮ ਆਦਮੀ ਪਾਰਟੀ ਦੇ ਜ਼ਿਲ੍ਹਾ ਪ੍ਰਧਾਨ ਨਵਦੀਪ ਜੀਦਾ ਵੱਲੋਂ ਨੁੱਕੜ ਮੀਟਿੰਗਾਂ ਦਾ ਸਿਲਸਿਲਾ ਲਗਾਤਾਰ ਜਾਰੀ ਹੈ। ਪਿੰਡ ਭਾਗੀ ਬਾਂਦਰ ਵਿਖੇ ਮੀਟਿੰਗ ਦੌਰਾਨ ਉਨ੍ਹਾਂ ਪੰਜਾਬ ਸਰਕਾਰ ਦੀਆਂ ਪ੍ਰਾਪਤੀਆਂ ਬਾਰੇ ਦੱਸਦਿਆਂ ਕਿਹਾ ਕਿ ਸਰਕਾਰ ਵੱਲੋਂ ਸ਼ੁਰੂ ਕੀਤੀ ਜਾ ਰਹੀ 10 ਲੱਖ ਰੁਪਏ ਤੱਕ ਦੀ ਕੈਸ਼ਲੈਸ ਇਲਾਜ ਸਕੀਮ ਲੋਕਾਂ ਲਈ ਵਰਦਾਨ ਸਾਬਤ ਹੋਵੇਗੀ।	[17, 1728, 288, 1866]
story-headline: ਨਥੇਹਾ ਸਕੂਲ ਦਾ ਨਵਾਂ ਨਾਮ ਹੁਣ ਹੋਵੇਗਾ ਸ਼ਹੀਦ ਸਿਪਾਹੀ ਗੁਰਤੇਜ ਸਿੰਘ ਸਰਕਾਰੀ ਹਾਈ ਸਕੂਲ ਨਥੇਹਾ : ਡਿਪਟੀ ਕਮਿਸ਼ਨਰ	[597, 1944, 945, 2007]
news-story	[589, 1941, 952, 2387]
news-story	[966, 1109, 1526, 1482]
story-body: ਰਾਮਪੁਰਾ ਫੂਲ, 21 ਜੁਲਾਈ (ਲੁਭਾਸ਼ ਸਿੰਗਲਾ/ ਗੁਰਪ੍ਰੀਤ ਸਿੰਘ)- ਫ਼ਤਿਹ ਕਾਲਜ ਰਾਮਪੁਰਾ ਫੂਲ ਦੇ ਬੀ.ਐਸਸੀ. (ਨਾਨ-ਮੈਡੀਕਲ) ਤੀਜੇ ਸਮੈਸਟਰ, ਸੈਸ਼ਨ 2024-2025 ਦੇ ਨਤੀਜੇ ਪੰਜਾਬੀ ਯੂਨੀਵਰਸਿਟੀ ਪਟਿਆਲਾ ਵੱਲੋਂ ਐਲਾਨੇ ਗਏ ਹਨ, ਜੋ ਕਿ ਅਤਿ ਸ਼ਾਨਦਾਰ ਰਹੇ ਹਨ। ਮਨਪ੍ਰੀਤ ਕੌਰ ਪੁੱਤਰੀ ਬਲਜਿੰਦਰ ਸਿੰਘ, ਪਿੰਡ: ਜੇਠੂਕੇ ਪਾਥਰ, ਨੰਬਰ: 521/600 (86.83%), ''ਪਹਿਲੀ ਪੁਜ਼ੀਸ਼ਨ, ਮੁਸਕਾਨਪ੍ਰੀਤ ਕੌਰ ਪੁੱਤਰੀ ਜਸਵੀਰ ਸਿੰਘ ਭਾਈ ਰੂਪਾ 512/600 (85.33%), ਦੂਜੀ ਪੁਜ਼ੀਸ਼ਨ ਮਨੂਪ੍ਰਿਆ ਪੁੱਤਰੀ ਹਿਤੇਸ਼ ਸਿੰਗਲਾ ਰਾਮਪੁਰਾ ਫੂਲ 480/600 (80%) ਤੀਜੀ ਪੁਜ਼ੀਸ਼ਨ, ਜਸਪ੍ਰੀਤ ਕੌਰ ਪੁੱਤਰੀ ਸਾਹਿਬ ਸਿੰਘ ਬਾਲਿਆਂਵਾਲੀ, 471/600 (78.5%), ਚੌਥੀ ਪੁਜ਼ੀਸ਼ਨ ਹਾਸਲ ਕੀਤੀ ਫਤਿਹ ਕਾਲਜ ਦੇ ਚੇਅਰਮੈਨ ਸ. ਐਸ.ਐਸ. ਚੱਠਾ ਨੇ ਸਾਇੰਸ ਵਿਭਾਗ ਦੀ ਇਸ ਸ਼ਾਨਦਾਰ ਪ੍ਰਾਪਤੀ 'ਤੇ ਖ਼ੁਸ਼ੀ ਜ਼ਾਹਰ ਕਰਦਿਆਂ ਕਿਹਾ ਕਿ ਇਹ ਪ੍ਰਾਪਤੀ ਹੈ ਮੁਬਾਰਕਬਾਦ ਦਿੱਤੀ। ਕਾਲਜ ਦੇ ਪ੍ਰਿੰਸੀਪਲ ਡਾ. ਸੁਨੀਤਾ ਨੇ ਸਾਰੇ ਵਿਦਿਆਰਥੀਆਂ ਨੂੰ ਮੁਬਾਰਕਬਾਦ ਦਿੱਤੀ ਅਤੇ ਕਿਹਾ ਕਿ ਇਹ ਨਤੀਜਾ ਅਧਿਆਪਕਾਂ ਅਤੇ ਵਿਦਿਆਰਥੀਆਂ ਦੀ ਮਿਹਨਤ ਦਾ ਨਤੀਜਾ ਹੈ।	[297, 187, 568, 517]
news-story	[14, 547, 574, 978]
story-photo	[1250, 1172, 1521, 1320]
news-story	[14, 982, 574, 1444]
story-body-continued: ਬਠਿੰਡਾ, 21 ਜੁਲਾਈ (ਲੁਭਾਸ਼ ਸਿੰਗਲਾ/ ਗੁਰਪ੍ਰੀਤ ਸਿੰਘ)- ਆਮ ਆਦਮੀ ਪਾਰਟੀ ਵੱਲੋਂ ਨਵੇਂ ਨਿਯੁਕਤ ਕੀਤੇ ਗਏ ਅਹੁਦੇਦਾਰਾਂ ਦਾ ਜ਼ਿਲ੍ਹਾ ਪ੍ਰਧਾਨ ਅਤੇ ਲੋਕ ਸਭਾ ਹਲਕਾ ਇੰਚਾਰਜ ਵੱਲੋਂ ਸਨਮਾਨ ਕੀਤਾ ਗਿਆ। ਇਸ ਮੌਕੇ ਉਨ੍ਹਾਂ ਕਿਹਾ ਕਿ ਪਾਰਟੀ ਵਿੱਚ ਮਿਹਨਤੀ, ਇਮਾਨਦਾਰ ਅਤੇ ਵਫ਼ਾਦਾਰ ਵਲੰਟੀਅਰਾਂ ਨੂੰ ਅੱਗੇ ਵੀ ਅਹੁਦਿਆਂ ਨਾਲ ਨਿਵਾਜਿਆ ਜਾਵੇਗਾ ਅਤੇ ਪਾਰਟੀ ਨੂੰ ਹੇਠਲੇ ਪੱਧਰ ਤੱਕ ਮਜ਼ਬੂਤ ਕੀਤਾ ਜਾਵੇਗਾ।	[1250, 1945, 1519, 2083]
story-body: ਤਲਵੰਡੀ ਸਾਬੋ, 21 ਜੁਲਾਈ (ਜ਼ਬਰਜੀਤ ਸਿੰਘ ਸਿੱਧੂ)- ਸਿੱਖਾਂ ਦੇ ਪੰਜਵੇਂ ਤਖ਼ਤ ਸ੍ਰੀ ਦਮਦਮਾ ਸਾਹਿਬ ਵਿਖੇ ਹਰ ਮਹੀਨੇ ਦੀ ਤਰ੍ਹਾਂ ਅੰਮ੍ਰਿਤ ਸੰਚਾਰ ਕਰਵਾਇਆ ਗਿਆ, ਜਿਸ ਦੌਰਾਨ 151 ਪ੍ਰਾਣੀਆਂ ਨੇ ਅੰਮ੍ਰਿਤ ਛਕ ਕੇ ਗੁਰੂ ਵਾਲੇ ਬਣਨ ਦਾ ਮਾਣ ਹਾਸਲ ਕੀਤਾ। ਇਸ ਮੌਕੇ ਪੰਜ ਪਿਆਰਿਆਂ ਨੇ ਅੰਮ੍ਰਿਤ ਛਕਣ ਵਾਲੇ ਪ੍ਰਾਣੀਆਂ ਨੂੰ ਰਹਿਤ ਮਰਿਆਦਾ ਬਾਰੇ ਜਾਣਕਾਰੀ ਦਿੱਤੀ ਅਤੇ ਗੁਰਸਿੱਖੀ ਜੀਵਨ ਜਿਉਣ ਲਈ ਪ੍ਰੇਰਿਤ ਕੀਤਾ।	[592, 808, 949, 911]
column-rule	[581, 92, 583, 2326]
news-story	[966, 92, 1526, 631]
news-story	[589, 92, 952, 524]
student-photo	[155, 187, 219, 281]
story-body: ਬਠਿੰਡਾ, 21 ਜੁਲਾਈ (ਲੁਭਾਸ਼ ਸਿੰਗਲਾ/ ਗੁਰਪ੍ਰੀਤ ਸਿੰਘ)- ਮਾਤਾ ਸੁੰਦਰੀ ਗਰੁੱਪ ਆਫ ਇੰਸਟੀਚਿਊਸ਼ਨਜ਼ ਢੱਡੇ ਵਿਖੇ ਐਨ.ਐਸ.ਐਸ. ਯੂਨਿਟ ਵੱਲੋਂ 'ਇਕ ਰੁੱਖ ਮਾਂ ਦੇ ਨਾਂ' ਮੁਹਿੰਮ ਤਹਿਤ ਪੌਦੇ ਲਗਾਏ ਗਏ। ਇਸ ਮੌਕੇ ਸੰਸਥਾ ਦੇ ਚੇਅਰਮੈਨ, ਪ੍ਰਿੰਸੀਪਲ, ਸਟਾਫ ਮੈਂਬਰਾਂ ਅਤੇ ਵਿਦਿਆਰਥੀਆਂ ਨੇ ਵੱਧ ਚੜ੍ਹ ਕੇ ਹਿੱਸਾ ਲਿਆ। ਬੁਲਾਰਿਆਂ ਨੇ ਕਿਹਾ ਕਿ ਵਾਤਾਵਰਣ ਨੂੰ ਸਾਫ਼ ਸੁਥਰਾ ਰੱਖਣ ਲਈ ਹਰ ਮਨੁੱਖ ਨੂੰ ਘੱਟੋ ਘੱਟ ਇਕ ਪੌਦਾ ਜ਼ਰੂਰ ਲਗਾਉਣਾ ਚਾਹੀਦਾ ਹੈ ਅਤੇ ਉਸ ਦੀ ਸੰਭਾਲ ਕਰਨੀ ਚਾਹੀਦੀ ਹੈ।	[592, 330, 949, 450]
photo-caption: ਤਲਵੰਡੀ ਦੇ ਪ੍ਰਸਿੱਧ ਕਲਾਕਾਰ ਟਾਈਗਰ ਤੇਗ਼ਰਾਮੀ ਨੇ ਆਪਣੇ ਗੀਤਾਂ ਨਾਲ ਦਰਸ਼ਕਾਂ ਦਾ ਮਨੋਰੰਜਨ ਕੀਤਾ	[17, 2111, 288, 2151]
story-body-continued: ਮਹਿਰਾਜ, 21 ਜੁਲਾਈ (ਪ੍ਰੀਤਮ ਸਿੰਘ ਸਿੱਧੂ)- ਸ੍ਰੀ ਅਕਾਲ ਤਖ਼ਤ ਸਾਹਿਬ ਦੇ ਪ੍ਰਬੰਧਕੀ ਢਾਂਚੇ ਨੂੰ ਲੈ ਕੇ ਭਾਈ ਹਰਦੀਪ ਸਿੰਘ ਮਹਿਰਾਜ ਨੇ ਕਿਹਾ ਕਿ ਸ੍ਰੀ ਅਕਾਲ ਤਖ਼ਤ ਸਾਹਿਬ ਦੇ ਪ੍ਰਬੰਧਾਂ ਲਈ ਪੁਰਾਤਨ ਇਤਿਹਾਸ ਅਤੇ ਪੁਰਾਤਨ ਪ੍ਰਬੰਧਕਾਂ ਤੋਂ ਸੇਧ ਲੈਣੀ ਬਹੁਤ ਜ਼ਰੂਰੀ ਹੈ। ਉਨ੍ਹਾਂ ਕਿਹਾ ਕਿ ਸਿੱਖ ਕੌਮ ਦੀ ਸਰਵਉੱਚ ਸੰਸਥਾ ਦੀ ਮਰਿਆਦਾ ਨੂੰ ਕਾਇਮ ਰੱਖਣਾ ਹਰ ਸਿੱਖ ਦਾ ਫ਼ਰਜ਼ ਹੈ।	[1250, 856, 1519, 977]
police-photo	[1250, 157, 1521, 313]
masthead-bar	[183, 40, 1526, 76]
byline-tag: ਪੰਜਾਬ ਟਾਇਮਜ਼ | ਖ਼ਬਰ	[971, 706, 1069, 722]
story-photo	[1250, 702, 1521, 850]
story-headline: ਪਿੰਡ ਜੰਡਾ 'ਚ ਹੋਈ ਲੁੱਟ ਖੋਹ ਦੀ ਵਾਰਦਾਤ 'ਚ ਸ਼ਾਮਿਲ 2 ਸਕੇ ਭਰਾਵਾਂ ਸਮੇਤ ਟਾਂਡਾ ਪੁਲਿਸ ਨੇ 3 ਲੁਟੇਰਿਆਂ ਨੂੰ ਕਾਬੂ ਕੀਤਾ	[990, 97, 1502, 146]
byline-tag: ਪੰਜਾਬ ਟਾਇਮਜ਼ | ਖ਼ਬਰ	[17, 1706, 115, 1722]
story-headline: ਪੰਜਾਬੀ ਸਭਿਆਚਾਰ ਦੀਆਂ ਮਾਣਮੱਤੀਆਂ ਹਸਤੀਆਂ ਨੇ ਸ਼ੇਖਰ ਤਲਵੰਡੀ ਦੀ 'ਫੁੱਲਾਂ ਵਾਲੇ ਖ਼ਤ' ਗੀਤਾਂ ਵਾਲੀ ਕਿਤਾਬ ਨੂੰ ਘੁੰਡ ਚੁਕਾਈ ਕੀਤੀ	[22, 1886, 566, 1939]
story-body-continued: ਟਾਂਡਾ ਉੜਮੁੜ, 21 ਜੁਲਾਈ (ਪਵਨ ਕੁਮਾਰ ਆਸ਼ੂ)- ਟਾਂਡਾ ਅਧੀਨ ਪੈਂਦੇ ਪਿੰਡ ਜੰਡਾ ਵਿਖੇ ਬੀਤੇ ਦਿਨੀਂ ਰਾਤ ਸਮੇਂ ਇੱਕ ਵਿਅਕਤੀ ਕੋਲੋਂ ਮੋਬਾਈਲ ਅਤੇ ਨਕਦੀ ਲੁੱਟ ਕੇ ਫਰਾਰ ਹੋਏ ਤਿੰਨ ਲੁਟੇਰਿਆਂ ਨੂੰ ਟਾਂਡਾ ਪੁਲਿਸ ਨੇ ਕਾਬੂ ਕਰਨ ਵਿੱਚ ਸਫ਼ਲਤਾ ਹਾਸਲ ਕੀਤੀ ਹੈ। ਡੀ.ਐਸ.ਪੀ. ਟਾਂਡਾ ਨੇ ਦੱਸਿਆ ਕਿ ਗ੍ਰਿਫ਼ਤਾਰ ਕੀਤੇ ਦੋਸ਼ੀਆਂ ਵਿੱਚ ਦੋ ਸਕੇ ਭਰਾ ਸ਼ਾਮਿਲ ਹਨ, ਜਿਨ੍ਹਾਂ ਕੋਲੋਂ ਲੁੱਟਿਆ ਹੋਇਆ ਸਾਮਾਨ ਬਰਾਮਦ ਕਰ ਲਿਆ ਗਿਆ ਹੈ ਅਤੇ ਮਾਮਲਾ ਦਰਜ ਕਰਕੇ ਅਗਲੀ ਕਾਰਵਾਈ ਸ਼ੁਰੂ ਕਰ ਦਿੱਤੀ ਗਈ ਹੈ।	[1250, 319, 1519, 474]
print-mark-bottom-right: C-K	[1506, 2338, 1526, 2349]
story-body-continued: ਤਲਵੰਡੀ ਸਾਬੋ, 21 ਜੁਲਾਈ (ਜ਼ਬਰਜੀਤ ਸਿੰਘ ਸਿੱਧੂ)- ਸਥਾਨਕ ਸ਼ਹਿਰ ਦੇ ਗਾਇਕ ਅਤੇ ਗੀਤਕਾਰ ਸ਼ੇਖਰ ਤਲਵੰਡੀ ਦੀ ਗੀਤਾਂ ਵਾਲੀ ਕਿਤਾਬ 'ਫੁੱਲਾਂ ਵਾਲੇ ਖ਼ਤ' ਨੂੰ ਪੰਜਾਬੀ ਸਭਿਆਚਾਰ ਦੀਆਂ ਮਾਣਮੱਤੀਆਂ ਹਸਤੀਆਂ ਵੱਲੋਂ ਇਕ ਸਾਦੇ ਪਰ ਪ੍ਰਭਾਵਸ਼ਾਲੀ ਸਮਾਗਮ ਦੌਰਾਨ ਲੋਕ ਅਰਪਣ ਕੀਤਾ ਗਿਆ। ਇਸ ਮੌਕੇ ਬੁਲਾਰਿਆਂ ਨੇ ਕਿਹਾ ਕਿ ਸ਼ੇਖਰ ਤਲਵੰਡੀ ਦੇ ਗੀਤ ਪੰਜਾਬੀ ਸਭਿਆਚਾਰ ਅਤੇ ਵਿਰਸੇ ਦੀ ਤਰਜਮਾਨੀ ਕਰਦੇ ਹਨ ਅਤੇ ਨਵੀਂ ਪੀੜ੍ਹੀ ਲਈ ਪ੍ਰੇਰਨਾ ਸਰੋਤ ਹਨ।	[297, 1950, 568, 2088]
story-photo	[17, 641, 290, 805]
story-photo	[965, 1579, 1525, 1758]
news-story	[14, 1883, 574, 2333]
story-body-continued: ਤਲਵੰਡੀ ਸਾਬੋ, 21 ਜੁਲਾਈ (ਜ਼ਬਰਜੀਤ ਸਿੰਘ ਸਿੱਧੂ)- ਲੱਖੀ ਜੰਗਲ ਖ਼ਾਲਸਾ ਜਥੇ ਵੱਲੋਂ ਸ੍ਰੀ ਅਕਾਲ ਤਖ਼ਤ ਸਾਹਿਬ ਦੀ ਪ੍ਰਬੰਧਕੀ ਜੁਗਤ ਨੂੰ ਨਵਿਆਉਣ ਸਬੰਧੀ ਇਕ ਵਿਚਾਰ ਗੋਸ਼ਟੀ ਕਰਵਾਈ ਗਈ, ਜਿਸ ਵਿੱਚ ਵੱਡੀ ਗਿਣਤੀ ਵਿੱਚ ਸਿੱਖ ਵਿਦਵਾਨਾਂ, ਬੁੱਧੀਜੀਵੀਆਂ ਅਤੇ ਪੰਥਕ ਸ਼ਖ਼ਸੀਅਤਾਂ ਨੇ ਹਿੱਸਾ ਲਿਆ। ਬੁਲਾਰਿਆਂ ਨੇ ਕਿਹਾ ਕਿ ਸ੍ਰੀ ਅਕਾਲ ਤਖ਼ਤ ਸਾਹਿਬ ਦੀ ਖ਼ੁਦਮੁਖਤਿਆਰੀ ਅਤੇ ਸਰਵਉੱਚਤਾ ਨੂੰ ਬਰਕਰਾਰ ਰੱਖਣ ਲਈ ਸਮੁੱਚੀ ਕੌਮ ਨੂੰ ਇਕੱਠੇ ਹੋਣਾ ਪਵੇਗਾ।	[778, 1506, 956, 1731]
story-subheadline: - ਪੰਜ ਪਿਆਰਿਆਂ ਵੱਲੋਂ ਅੰਮ੍ਰਿਤ ਛਕਣ ਵਾਲੇ ਪ੍ਰਾਣੀਆਂ ਨੂੰ ਦਿੱਤੇ ਰਹਿਤਨਾਮੇ	[604, 576, 937, 591]
story-body: ਬਠਿੰਡਾ/ਬਲਿਆਂ ਵਾਲੀ, 21 ਜੁਲਾਈ (ਨਸੀਬ ਸਤਪਾਲ)- ਪਾਵਰਕਾਮ ਅਤੇ ਟਰਾਂਸਕੋ ਦੇ ਮੁਲਾਜ਼ਮਾਂ ਵੱਲੋਂ ਆਪਣੀਆਂ ਮੰਨੀਆਂ ਹੋਈਆਂ ਮੰਗਾਂ ਨੂੰ ਲਾਗੂ ਕਰਵਾਉਣ ਲਈ ਸਕੱਤਰ ਪੱਧਰੀ ਧਰਨਾ ਦਿੱਤਾ ਗਿਆ। ਇਸ ਮੌਕੇ ਆਗੂਆਂ ਨੇ ਕਿਹਾ ਕਿ ਸਰਕਾਰ ਵੱਲੋਂ ਮੁਲਾਜ਼ਮਾਂ ਦੀਆਂ ਮੰਗਾਂ ਮੰਨਣ ਦੇ ਬਾਵਜੂਦ ਉਨ੍ਹਾਂ ਨੂੰ ਲਾਗੂ ਨਹੀਂ ਕੀਤਾ ਜਾ ਰਿਹਾ, ਜਿਸ ਕਾਰਨ ਮੁਲਾਜ਼ਮਾਂ ਵਿੱਚ ਭਾਰੀ ਰੋਸ ਹੈ। ਉਨ੍ਹਾਂ ਚਿਤਾਵਨੀ ਦਿੱਤੀ ਕਿ ਜੇਕਰ ਮੰਗਾਂ ਜਲਦ ਲਾਗੂ ਨਾ ਕੀਤੀਆਂ ਗਈਆਂ ਤਾਂ ਸੰਘਰਸ਼ ਤੇਜ਼ ਕੀਤਾ ਜਾਵੇਗਾ।	[971, 1198, 1240, 1354]
